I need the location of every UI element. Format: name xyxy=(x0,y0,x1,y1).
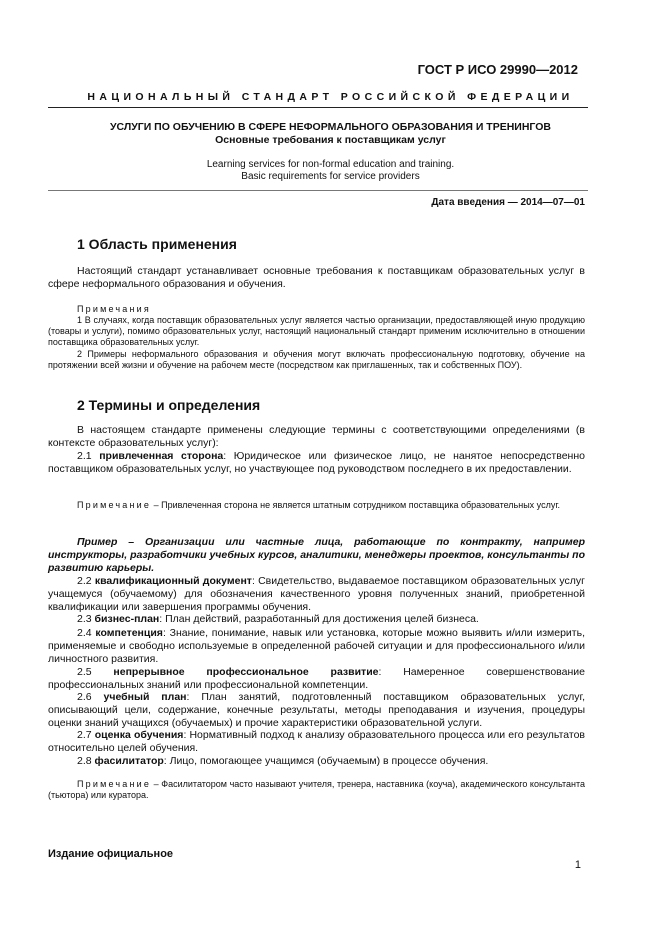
term-2-6-name: учебный план xyxy=(103,691,187,703)
term-2-4: 2.4 компетенция: Знание, понимание, навык или установка, которые можно выявить и/или измерить, применяемые и свободно используемые в определенной рабочей ситуации и для профессионального и/или личностного развития. xyxy=(48,627,585,666)
term-2-1: 2.1 привлеченная сторона: Юридическое или физическое лицо, не нанятое непосредственно поставщиком образовательных услуг, но участвующее под руководством последнего в их предоставлении. xyxy=(48,450,585,476)
section1-text: Настоящий стандарт устанавливает основные требования к поставщикам образовательных услуг в сфере неформального образования и обучения. xyxy=(48,265,585,291)
section2-intro: В настоящем стандарте применены следующие термины с соответствующими определениями (в контексте образовательных услуг): xyxy=(48,424,585,450)
title-ru xyxy=(40,121,621,147)
section1-note1: 1 В случаях, когда поставщик образовательных услуг является частью организации, предоставляющей иную продукцию (товары и услуги), помимо образовательных услуг, настоящий национальный стандарт применим исключительно в отношении поставщика образовательных услуг. xyxy=(48,315,585,348)
title-ru-line2: Основные требования к поставщикам услуг xyxy=(215,134,446,146)
title-divider xyxy=(48,190,588,191)
title-ru-line1: УСЛУГИ ПО ОБУЧЕНИЮ В СФЕРЕ НЕФОРМАЛЬНОГО ОБРАЗОВАНИЯ И ТРЕНИНГОВ xyxy=(110,121,551,133)
term-2-2-name: квалификационный документ xyxy=(94,575,252,587)
header-divider xyxy=(48,107,588,108)
footer-official-edition: Издание официальное xyxy=(48,848,174,860)
document-code: ГОСТ Р ИСО 29990—2012 xyxy=(417,62,578,77)
national-standard-banner: НАЦИОНАЛЬНЫЙ СТАНДАРТ РОССИЙСКОЙ ФЕДЕРАЦИИ xyxy=(87,91,574,103)
term-2-1-example: Пример – Организации или частные лица, работающие по контракту, например инструкторы, разработчики учебных курсов, аналитики, менеджеры проектов, консультанты по развитию карьеры. xyxy=(48,536,585,575)
term-2-1-note: Примечание – Привлеченная сторона не является штатным сотрудником поставщика образовательных услуг. xyxy=(77,500,561,510)
title-en-line1: Learning services for non-formal education and training. xyxy=(206,159,455,170)
title-en xyxy=(40,159,621,183)
section2-heading: 2 Термины и определения xyxy=(77,397,261,413)
page-number: 1 xyxy=(574,859,581,871)
term-2-5-name: непрерывное профессиональное развитие xyxy=(113,666,379,678)
term-2-3-name: бизнес-план xyxy=(94,613,160,625)
term-2-2: 2.2 квалификационный документ: Свидетельство, выдаваемое поставщиком образовательных услуг учащемуся (обучаемому) для обозначения качественного уровня полученных знаний, приобретенной квалификации или завершения программы обучения. xyxy=(48,575,586,614)
term-2-5: 2.5 непрерывное профессиональное развитие: Намеренное совершенствование профессиональных знаний или профессиональной компетенции. xyxy=(48,666,585,692)
term-2-8-note: Примечание – Фасилитатором часто называют учителя, тренера, наставника (коуча), академического консультанта (тьютора) или куратора. xyxy=(48,779,585,801)
term-2-8: 2.8 фасилитатор: Лицо, помогающее учащимся (обучаемым) в процессе обучения. xyxy=(77,755,489,767)
section1-note2: 2 Примеры неформального образования и обучения могут включать профессиональную подготовку, обучение на протяжении всей жизни и обучение на рабочем месте (посредством как приглашенных, так и собственных ПОУ). xyxy=(48,349,585,371)
title-en-line2: Basic requirements for service providers xyxy=(241,171,420,182)
term-2-8-name: фасилитатор xyxy=(94,755,164,767)
section1-notes-label: Примечания xyxy=(77,304,151,314)
term-2-7: 2.7 оценка обучения: Нормативный подход к анализу образовательного процесса или его результатов относительно целей обучения. xyxy=(48,729,585,755)
term-2-7-name: оценка обучения xyxy=(94,729,184,741)
term-2-4-name: компетенция xyxy=(95,627,163,639)
intro-date: Дата введения — 2014—07—01 xyxy=(431,197,585,208)
term-2-1-name: привлеченная сторона xyxy=(99,450,224,462)
term-2-6: 2.6 учебный план: План занятий, подготовленный поставщиком образовательных услуг, описывающий цели, содержание, конечные результаты, методы преподавания и изучения, процедуры оценки знаний учащихся (обучаемых) и прочие характеристики образовательной услуги. xyxy=(48,691,585,730)
section1-heading: 1 Область применения xyxy=(77,236,237,252)
term-2-3: 2.3 бизнес-план: План действий, разработанный для достижения целей бизнеса. xyxy=(77,613,479,625)
